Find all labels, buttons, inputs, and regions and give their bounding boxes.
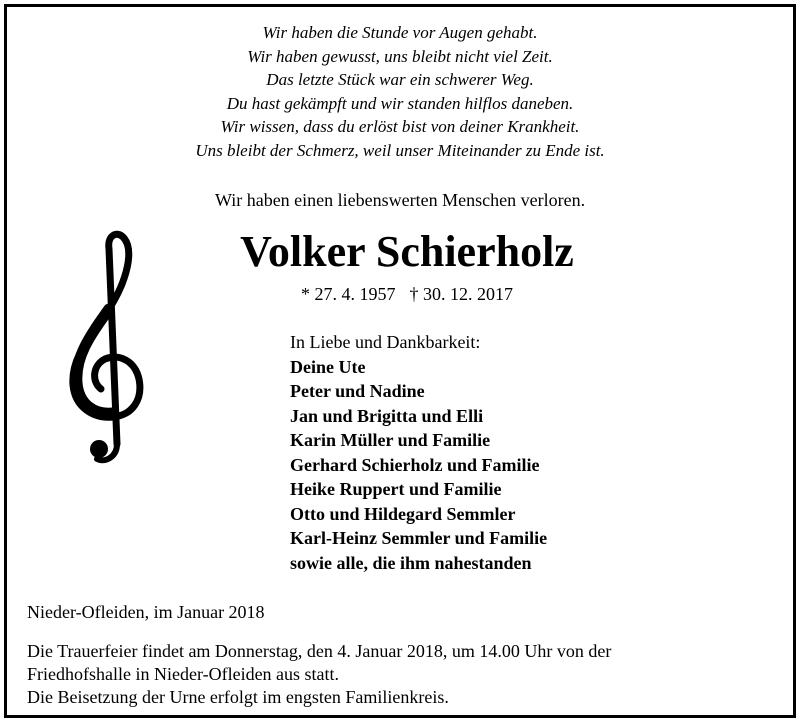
mourner-name: Deine Ute [290,356,366,377]
poem-line: Wir wissen, dass du erlöst bist von deiner Krankheit. [220,117,580,136]
poem-line: Wir haben gewusst, uns bleibt nicht viel Zeit. [247,46,553,66]
place-date: Nieder-Ofleiden, im Januar 2018 [27,602,265,622]
mourners-lead: In Liebe und Dankbarkeit: [290,332,481,352]
death-date: † 30. 12. 2017 [409,284,513,304]
notice-line: Die Beisetzung der Urne erfolgt im engsten Familienkreis. [27,687,449,707]
mourners-block [290,330,547,575]
mourner-name: Karin Müller und Familie [290,430,491,450]
mourner-name: Peter und Nadine [290,381,425,401]
birth-date: * 27. 4. 1957 [301,284,396,304]
poem-line: Uns bleibt der Schmerz, weil unser Miteinander zu Ende ist. [195,140,605,160]
funeral-notice [27,640,611,709]
mourner-name: Jan und Brigitta und Elli [290,405,484,426]
mourner-name: Otto und Hildegard Semmler [290,503,516,524]
poem-line: Wir haben die Stunde vor Augen gehabt. [262,23,538,42]
poem [7,21,793,162]
life-dates [277,283,537,305]
poem-line: Das letzte Stück war ein schwerer Weg. [266,70,534,89]
intro-text: Wir haben einen liebenswerten Menschen verloren. [214,190,586,210]
poem-line: Du hast gekämpft und wir standen hilflos daneben. [226,93,574,113]
obituary-frame [4,4,796,718]
mourner-name: Gerhard Schierholz und Familie [290,454,540,475]
treble-clef-icon [57,229,152,469]
deceased-name: Volker Schierholz [240,227,574,276]
mourner-name: Karl-Heinz Semmler und Familie [290,528,548,548]
mourner-name: sowie alle, die ihm nahestanden [290,552,532,573]
notice-line: Die Trauerfeier findet am Donnerstag, den 4. Januar 2018, um 14.00 Uhr von der [27,641,612,661]
mourner-name: Heike Ruppert und Familie [290,479,502,499]
notice-line: Friedhofshalle in Nieder-Ofleiden aus statt. [27,664,340,684]
